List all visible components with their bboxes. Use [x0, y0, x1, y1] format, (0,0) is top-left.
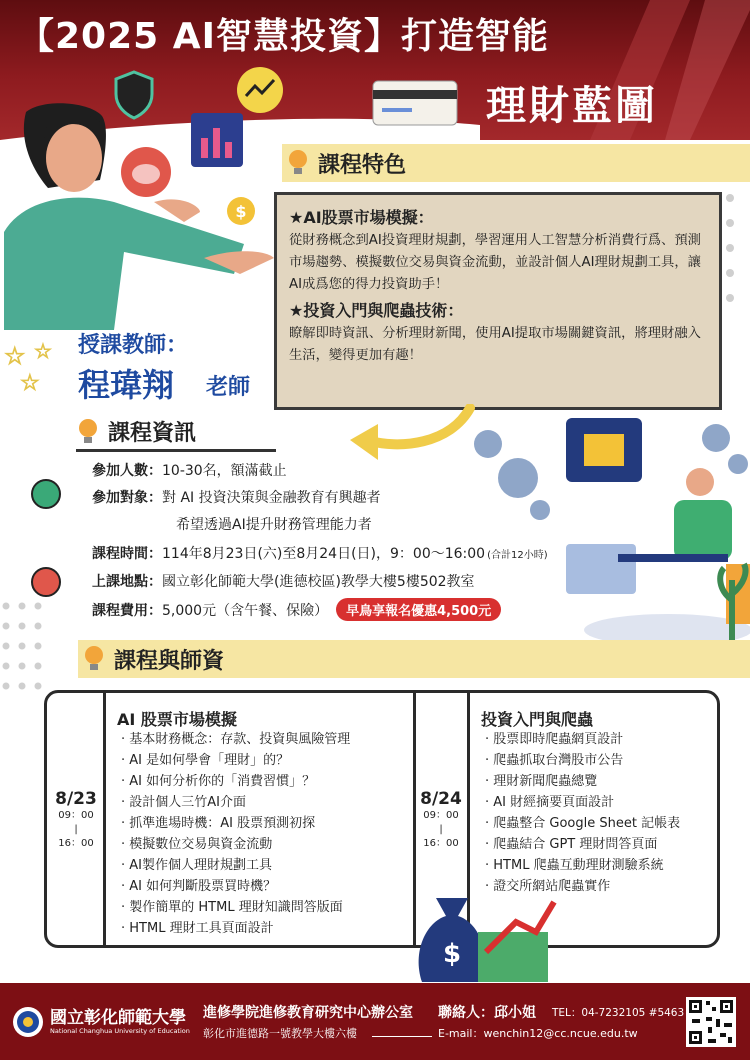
university-english-name: National Changhua University of Education: [50, 1027, 190, 1035]
participants-value: 10-30名，額滿截止: [162, 463, 287, 479]
credit-card-icon: [372, 80, 458, 126]
day2-topic-item: · 證交所網站爬蟲實作: [485, 879, 611, 894]
info-location: [92, 571, 475, 591]
day1-topic-item: · HTML 理財工具頁面設計: [121, 921, 274, 936]
day1-topic-item: · 設計個人三竹AI介面: [121, 795, 246, 810]
teacher-label: 授課教師：: [78, 333, 189, 358]
schedule-table: [44, 690, 720, 948]
teacher-suffix: 老師: [206, 375, 251, 400]
day2-end: 16：00: [423, 838, 459, 849]
day1-title: AI 股票市場模擬: [117, 710, 237, 729]
svg-text:☆: ☆: [34, 339, 52, 363]
day2-date-block: [413, 789, 469, 851]
day1-topic-item: · 抓準進場時機：AI 股票預測初探: [121, 816, 316, 831]
location-value: 國立彰化師範大學(進德校區)教學大樓5樓502教室: [162, 574, 475, 590]
contact-email[interactable]: E-mail：wenchin12@cc.ncue.edu.tw: [438, 1027, 638, 1040]
day1-topic-list: [121, 729, 350, 939]
day1-end: 16：00: [58, 838, 94, 849]
green-circle-decoration: [30, 478, 62, 510]
dot-grid-left: [0, 598, 44, 708]
section-features-heading: [282, 144, 750, 182]
day1-topic-item: · 製作簡單的 HTML 理財知識問答版面: [121, 900, 343, 915]
university-name: 國立彰化師範大學: [50, 1008, 186, 1028]
section-info-title: 課程資訊: [108, 421, 197, 446]
info-audience-2: [176, 514, 372, 534]
address: 彰化市進德路一號教學大樓六樓: [203, 1027, 357, 1040]
day2-topic-item: · 爬蟲抓取台灣股市公告: [485, 753, 624, 768]
computer-user-illustration: [468, 404, 750, 654]
feature-2-text: 瞭解即時資訊、分析理財新聞，使用AI提取市場關鍵資訊，將理財融入生活，變得更加有趣！: [289, 326, 701, 363]
time-value: 114年8月23日(六)至8月24日(日)，9：00～16:00: [162, 546, 486, 562]
address-underline: [372, 1036, 432, 1037]
day2-topic-item: · 爬蟲整合 Google Sheet 記帳表: [485, 816, 681, 831]
feature-1-title: ★AI股票市場模擬：: [289, 208, 434, 227]
day1-topic-item: · AI 是如何學會「理財」的？: [121, 753, 290, 768]
participants-label: 參加人數：: [92, 463, 162, 479]
lightbulb-icon: [76, 417, 100, 447]
contact-person: 聯絡人：邱小姐: [438, 1005, 536, 1021]
fee-value: 5,000元（含午餐、保險）: [162, 602, 329, 619]
day1-sep: |: [74, 824, 78, 835]
header-title-line2: 理財藍圖: [486, 83, 658, 129]
teacher-name: 程瑋翔: [78, 366, 175, 404]
section-features-title: 課程特色: [318, 152, 407, 178]
day2-topic-item: · HTML 爬蟲互動理財測驗系統: [485, 858, 664, 873]
audience-label: 參加對象：: [92, 490, 162, 506]
money-bag-illustration: [412, 892, 562, 984]
lightbulb-icon: [286, 148, 310, 178]
day1-start: 09：00: [58, 810, 94, 821]
early-bird-badge: 早鳥享報名優惠4,500元: [336, 598, 501, 621]
info-audience: [92, 487, 381, 507]
day1-topic-item: · AI 如何判斷股票買時機？: [121, 879, 277, 894]
location-label: 上課地點：: [92, 574, 162, 590]
audience-value-1: 對 AI 投資決策與金融教育有興趣者: [162, 490, 381, 506]
day1-topic-item: · AI 如何分析你的「消費習慣」？: [121, 774, 316, 789]
audience-value-2: 希望透過AI提升財務管理能力者: [176, 517, 372, 533]
day2-topic-list: [485, 729, 680, 897]
svg-text:$: $: [235, 202, 247, 221]
svg-text:☆: ☆: [20, 371, 40, 396]
day1-date-block: [47, 789, 105, 851]
svg-text:$: $: [442, 939, 462, 969]
lightbulb-icon: [82, 644, 106, 674]
feature-2-title: ★投資入門與爬蟲技術：: [289, 301, 464, 320]
svg-text:☆: ☆: [4, 342, 26, 370]
day1-topic-item: · 基本財務概念：存款、投資與風險管理: [121, 732, 351, 747]
info-fee: [92, 598, 501, 621]
day2-sep: |: [439, 824, 443, 835]
arrow-decoration: [330, 404, 480, 474]
office-name: 進修學院進修教育研究中心辦公室: [203, 1005, 413, 1021]
day2-topic-item: · 股票即時爬蟲網頁設計: [485, 732, 624, 747]
fee-label: 課程費用：: [92, 602, 162, 619]
stars-decoration: [0, 336, 78, 396]
qr-code-icon[interactable]: [686, 997, 736, 1047]
feature-1-text: 從財務概念到AI投資理財規劃，學習運用人工智慧分析消費行爲、預測市場趨勢、模擬數位交易與資金流動，並設計個人AI理財規劃工具，讓 AI成爲您的得力投資助手！: [289, 233, 715, 292]
day2-start: 09：00: [423, 810, 459, 821]
time-note: (合計12小時): [487, 549, 548, 561]
header-title-line1: 【2025 AI智慧投資】打造智能: [18, 16, 549, 57]
info-time: [92, 543, 548, 563]
time-label: 課程時間：: [92, 546, 162, 562]
day2-title: 投資入門與爬蟲: [481, 710, 594, 729]
plant-icon: [714, 560, 750, 640]
day2-topic-item: · AI 財經摘要頁面設計: [485, 795, 615, 810]
day1-topic-item: · AI製作個人理財規劃工具: [121, 858, 272, 873]
red-circle-decoration: [30, 566, 62, 598]
info-participants: [92, 460, 287, 480]
day1-date: 8/23: [55, 789, 97, 809]
footer-bar: [0, 983, 750, 1060]
section-schedule-heading: [78, 640, 750, 678]
teacher-illustration: [4, 102, 294, 330]
section-info-heading: [76, 414, 276, 452]
university-seal-icon: [12, 1006, 44, 1038]
features-box: [274, 192, 722, 410]
contact-tel: TEL：04-7232105 #5463: [552, 1007, 685, 1019]
section-schedule-title: 課程與師資: [114, 648, 225, 674]
day2-date: 8/24: [420, 789, 462, 809]
day2-topic-item: · 理財新聞爬蟲總覽: [485, 774, 598, 789]
day1-topic-item: · 模擬數位交易與資金流動: [121, 837, 273, 852]
day2-topic-item: · 爬蟲結合 GPT 理財問答頁面: [485, 837, 658, 852]
